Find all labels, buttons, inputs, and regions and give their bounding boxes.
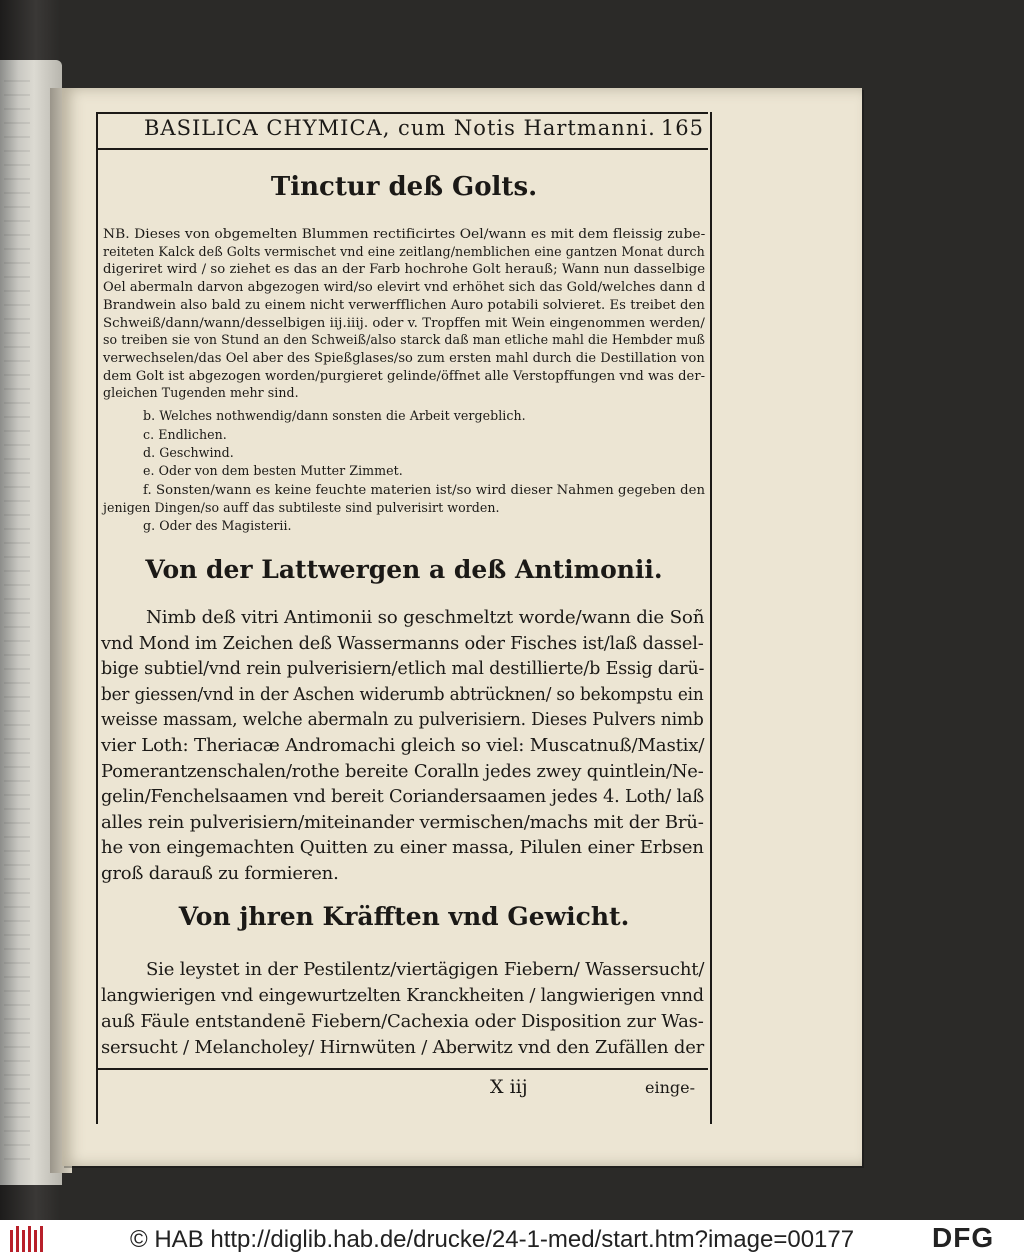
credit-link[interactable]: © HAB http://diglib.hab.de/drucke/24-1-med/start.htm?image=00177 — [130, 1226, 855, 1253]
body-line: Sie leystet in der Pestilentz/viertägigen Fiebern/ Wassersucht/ — [146, 959, 705, 980]
footnote-line: jenigen Dingen/so auff das subtileste sind pulverisirt worden. — [103, 500, 500, 515]
note-line: reiteten Kalck deß Golts vermischet vnd eine zeitlang/nemblichen eine gantzen Monat durch — [103, 243, 705, 259]
body-line: alles rein pulverisiern/miteinander vermischen/machs mit der Brü- — [101, 811, 704, 833]
header-top-rule — [96, 112, 708, 114]
footnote-line: g. Oder des Magisterii. — [143, 518, 292, 533]
footer-rule — [96, 1068, 708, 1070]
body-line: Pomerantzenschalen/rothe bereite Coralln jedes zwey quintlein/Ne- — [101, 760, 704, 782]
body-line: sersucht / Melancholey/ Hirnwüten / Aberwitz vnd den Zufällen der — [101, 1037, 705, 1058]
note-line: so treiben sie von Stund an den Schweiß/also starck daß man etliche mahl die Hembder muß — [103, 332, 705, 348]
dfg-logo: DFG — [932, 1222, 995, 1253]
body-line: ber giessen/vnd in der Aschen widerumb abtrücknen/ so bekompstu ein — [101, 683, 704, 705]
note-line: Brandwein also bald zu einem nicht verwerfflichen Auro potabili solvieret. Es treibet den — [103, 296, 705, 312]
body-line: langwierigen vnd eingewurtzelten Kranckheiten / langwierigen vnnd — [101, 985, 704, 1006]
body-line: auß Fäule entstandenē Fiebern/Cachexia oder Disposition zur Was- — [101, 1011, 704, 1032]
heading-lattwergen: Von der Lattwergen a deß Antimonii. — [145, 555, 663, 584]
body-line: weisse massam, welche abermaln zu pulverisiern. Dieses Pulvers nimb — [101, 709, 704, 731]
footnote-line: c. Endlichen. — [143, 427, 227, 442]
catchword: einge- — [645, 1078, 696, 1097]
hab-logo-icon — [8, 1224, 46, 1256]
body-line: Nimb deß vitri Antimonii so geschmeltzt worde/wann die Soñ — [146, 607, 705, 628]
running-title: BASILICA CHYMICA, cum Notis Hartmanni. — [144, 116, 656, 140]
body-line: groß darauß zu formieren. — [101, 863, 339, 884]
body-line: he von eingemachten Quitten zu einer massa, Pilulen einer Erbsen — [101, 837, 704, 859]
note-line: digeriret wird / so ziehet es das an der Farb hochrohe Golt herauß; Wann nun dasselbige — [103, 261, 706, 277]
footnote-line: b. Welches nothwendig/dann sonsten die Arbeit vergeblich. — [143, 408, 526, 423]
body-line: gelin/Fenchelsaamen vnd bereit Coriandersaamen jedes 4. Loth/ laß — [101, 786, 705, 808]
note-line: dem Golt ist abgezogen worden/purgieret gelinde/öffnet alle Verstopffungen vnd was der- — [103, 367, 706, 383]
running-header — [120, 116, 710, 146]
signature-mark: X iij — [490, 1076, 528, 1098]
footnote-line: d. Geschwind. — [143, 445, 234, 460]
footnote-line: e. Oder von dem besten Mutter Zimmet. — [143, 463, 403, 478]
page-number: 165 — [660, 116, 704, 140]
note-line: verwechselen/das Oel aber des Spießglases/so zum ersten mahl durch die Destillation von — [103, 349, 705, 365]
note-line: gleichen Tugenden mehr sind. — [103, 385, 299, 401]
body-line: bige subtiel/vnd rein pulverisiern/etlich mal destillierte/b Essig darü- — [101, 658, 705, 680]
body-line: vnd Mond im Zeichen deß Wassermanns oder Fisches ist/laß dassel- — [101, 632, 704, 654]
heading-kraefften: Von jhren Kräfften vnd Gewicht. — [178, 902, 630, 931]
note-line: NB. Dieses von obgemelten Blummen rectificirtes Oel/wann es mit dem fleissig zube- — [103, 226, 706, 241]
note-line: Oel abermaln darvon abgezogen wird/so elevirt vnd erhöhet sich das Gold/welches dann d — [103, 279, 706, 295]
header-bottom-rule — [96, 148, 708, 150]
note-line: Schweiß/dann/wann/desselbigen iij.iiij. oder v. Tropffen mit Wein eingenommen werden/ — [103, 314, 705, 330]
footnote-line: f. Sonsten/wann es keine feuchte materien ist/so wird dieser Nahmen gegeben den — [143, 482, 706, 497]
heading-tinctur: Tinctur deß Golts. — [270, 172, 538, 202]
body-line: vier Loth: Theriacæ Andromachi gleich so viel: Muscatnuß/Mastix/ — [101, 735, 705, 756]
